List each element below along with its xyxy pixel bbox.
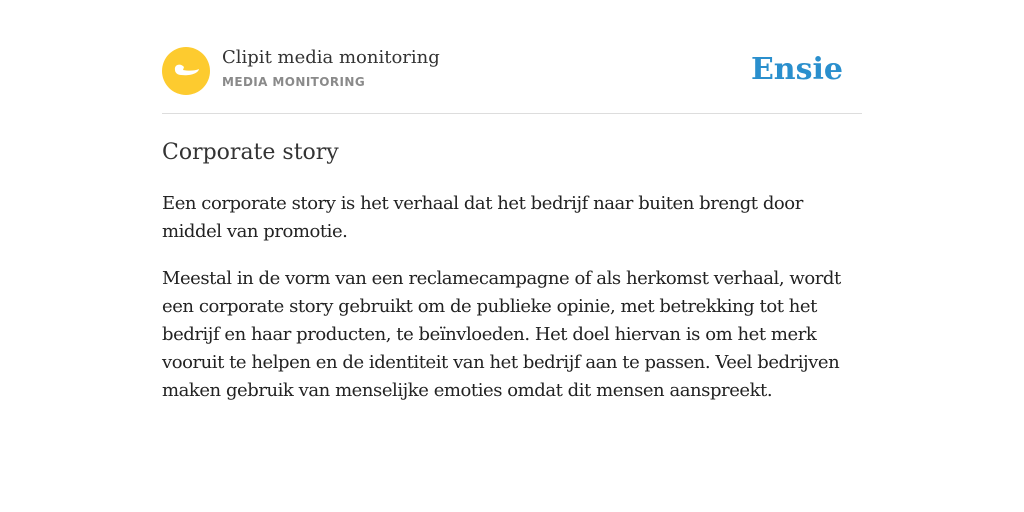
site-title[interactable]: Clipit media monitoring (222, 47, 440, 68)
site-subtitle: MEDIA MONITORING (222, 75, 366, 89)
page (162, 0, 862, 405)
article-title: Corporate story (162, 140, 339, 165)
article-paragraph: Meestal in de vorm van een reclamecampagne of als herkomst verhaal, wordt een corporate story gebruikt om de publieke opinie, met betrekking tot het bedrijf en haar producten, te beïnvloeden. Het doel hiervan is om het merk vooruit te helpen en de identiteit van het bedrijf aan te passen. Veel bedrijven maken gebruik van menselijke emoties omdat dit mensen aanspreekt. (162, 268, 841, 401)
speech-bubble-icon (162, 47, 210, 95)
article-paragraph: Een corporate story is het verhaal dat het bedrijf naar buiten brengt door middel van promotie. (162, 193, 803, 242)
ensie-logo[interactable]: Ensie (750, 52, 843, 87)
site-header (162, 47, 862, 114)
clipit-logo-icon[interactable] (162, 47, 210, 95)
